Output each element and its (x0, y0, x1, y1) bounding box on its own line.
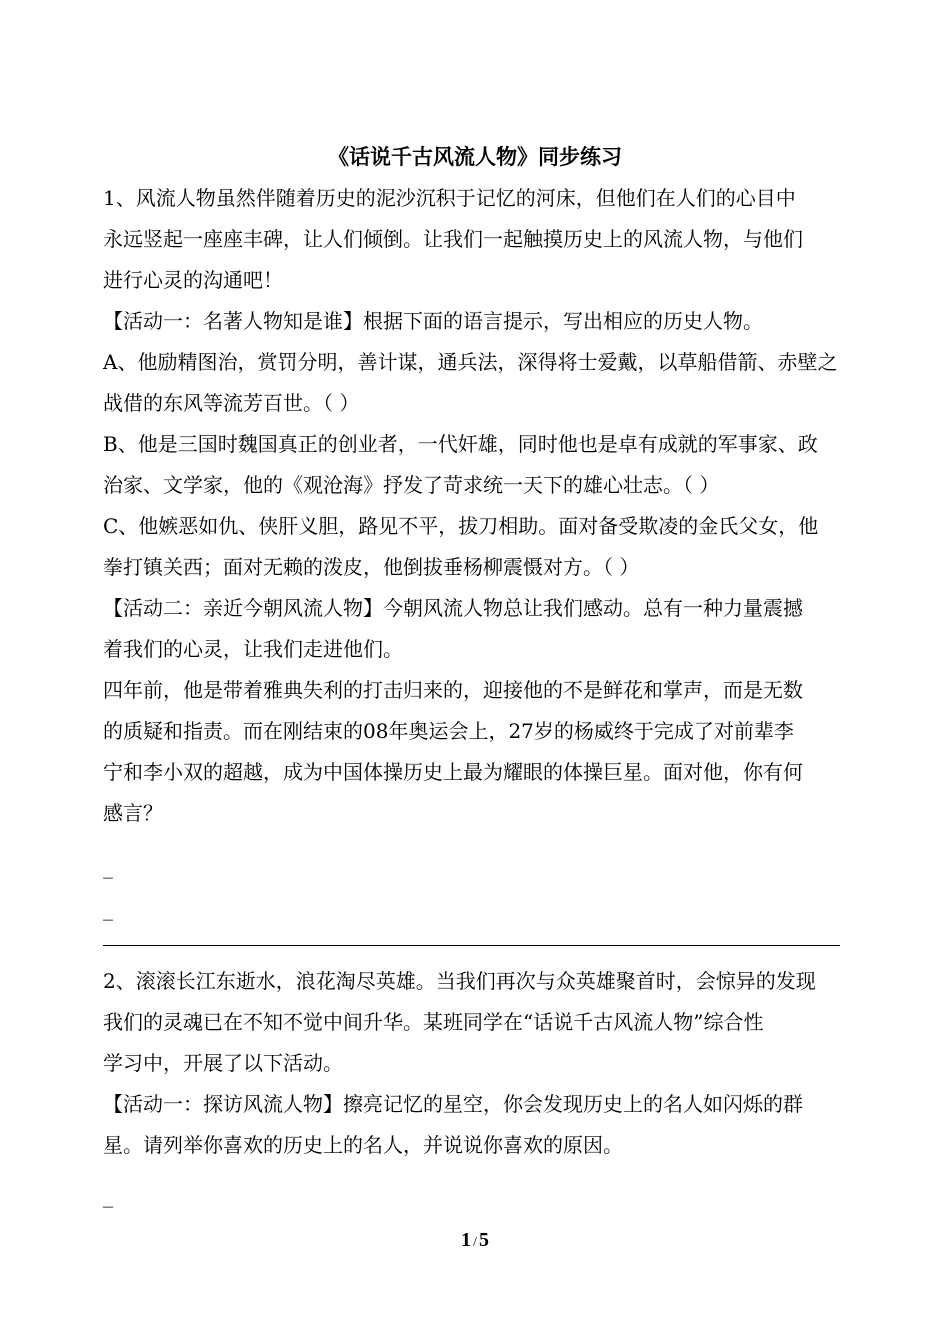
q1-line: 着我们的心灵，让我们走进他们。 (103, 637, 403, 661)
q1-line: 的质疑和指责。而在刚结束的08年奥运会上，27岁的杨威终于完成了对前辈李 (103, 719, 794, 743)
answer-blank[interactable]: _ (103, 897, 113, 921)
q2-line: 2、滚滚长江东逝水，浪花淘尽英雄。当我们再次与众英雄聚首时，会惊异的发现 (103, 969, 816, 993)
page-separator: / (473, 1235, 477, 1250)
q1-line: 战借的东风等流芳百世。（ ） (103, 391, 360, 415)
page-total: 5 (478, 1229, 489, 1251)
activity-heading: 【活动一：名著人物知是谁】根据下面的语言提示，写出相应的历史人物。 (103, 309, 763, 333)
page-current: 1 (461, 1229, 472, 1251)
q1-line: A、他励精图治，赏罚分明，善计谋，通兵法，深得将士爱戴，以草船借箭、赤壁之 (103, 350, 838, 374)
activity-heading: 【活动二：亲近今朝风流人物】今朝风流人物总让我们感动。总有一种力量震撼 (103, 596, 803, 620)
q1-line: B、他是三国时魏国真正的创业者，一代奸雄，同时他也是卓有成就的军事家、政 (103, 432, 818, 456)
q1-line: 进行心灵的沟通吧！ (103, 268, 283, 292)
q1-line: 感言？ (103, 801, 163, 825)
q1-line: 1、风流人物虽然伴随着历史的泥沙沉积于记忆的河床，但他们在人们的心目中 (103, 186, 796, 210)
q1-line: C、他嫉恶如仇、侠肝义胆，路见不平，拔刀相助。面对备受欺凌的金氏父女，他 (103, 514, 819, 538)
q1-line: 拳打镇关西；面对无赖的泼皮，他倒拔垂杨柳震慑对方。（ ） (103, 555, 640, 579)
q2-line: 学习中，开展了以下活动。 (103, 1051, 343, 1075)
q1-line: 永远竖起一座座丰碑，让人们倾倒。让我们一起触摸历史上的风流人物，与他们 (103, 227, 803, 251)
q1-line: 宁和李小双的超越，成为中国体操历史上最为耀眼的体操巨星。面对他，你有何 (103, 760, 803, 784)
answer-underline (103, 945, 840, 946)
document-title: 《话说千古风流人物》同步练习 (328, 144, 622, 169)
q1-line: 治家、文学家，他的《观沧海》抒发了苛求统一天下的雄心壮志。（ ） (103, 473, 720, 497)
q2-line: 星。请列举你喜欢的历史上的名人，并说说你喜欢的原因。 (103, 1133, 623, 1157)
q2-line: 我们的灵魂已在不知不觉中间升华。某班同学在“话说千古风流人物”综合性 (103, 1010, 764, 1034)
activity-heading: 【活动一：探访风流人物】擦亮记忆的星空，你会发现历史上的名人如闪烁的群 (103, 1092, 803, 1116)
page-number (0, 1225, 950, 1258)
answer-blank[interactable]: _ (103, 1184, 113, 1208)
answer-blank[interactable]: _ (103, 855, 113, 879)
q1-line: 四年前，他是带着雅典失利的打击归来的，迎接他的不是鲜花和掌声，而是无数 (103, 678, 803, 702)
